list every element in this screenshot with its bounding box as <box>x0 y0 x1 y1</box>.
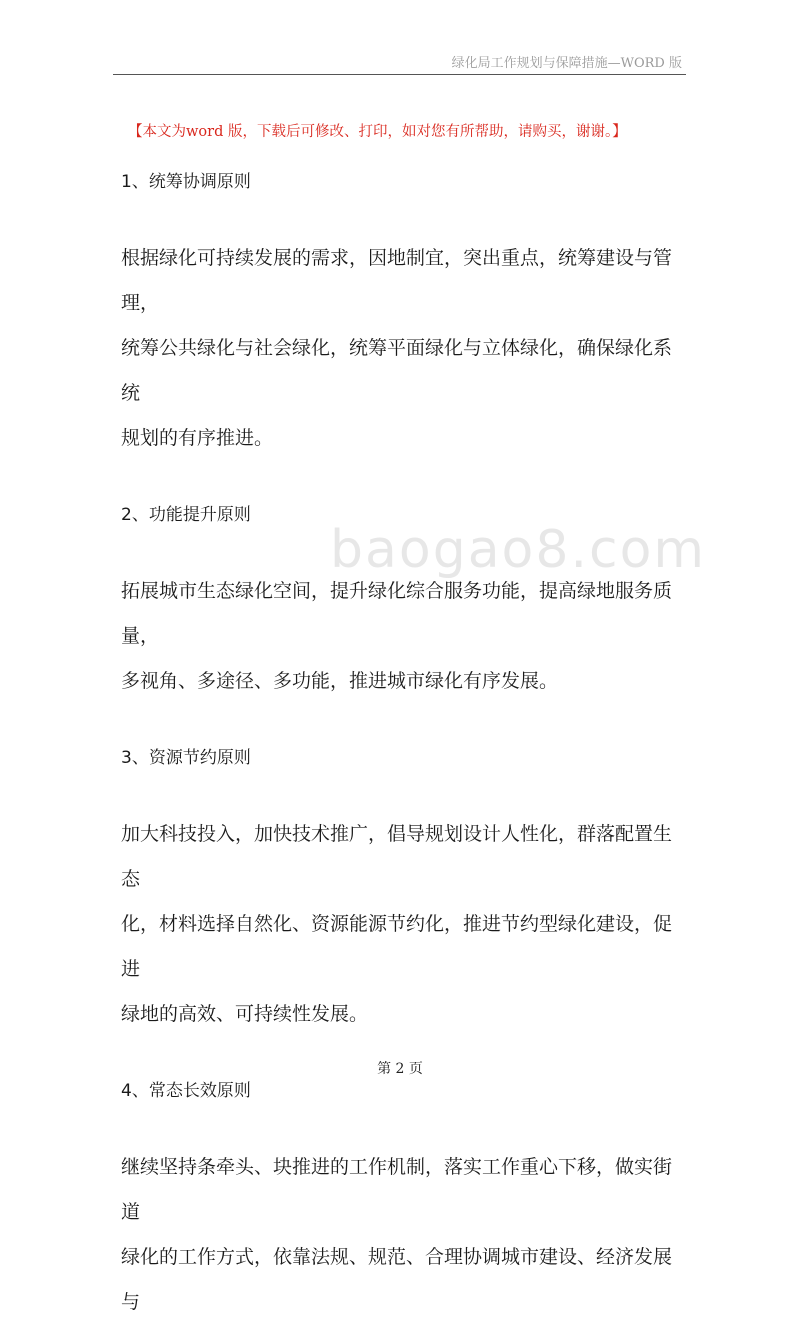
purchase-notice: 【本文为word 版，下载后可修改、打印，如对您有所帮助，请购买，谢谢。】 <box>128 124 627 140</box>
document-body <box>121 160 686 1325</box>
paragraph-line: 化，材料选择自然化、资源能源节约化，推进节约型绿化建设，促进 <box>121 913 673 980</box>
section-heading-4: 4、常态长效原则 <box>121 1081 251 1101</box>
paragraph-line: 规划的有序推进。 <box>121 427 274 449</box>
paragraph-line: 继续坚持条牵头、块推进的工作机制，落实工作重心下移，做实街道 <box>121 1156 673 1223</box>
document-header-title: 绿化局工作规划与保障措施—WORD 版 <box>451 56 682 71</box>
section-paragraph-2 <box>121 569 686 704</box>
section-heading-3: 3、资源节约原则 <box>121 748 251 768</box>
page-number: 第 2 页 <box>377 1061 423 1077</box>
section-paragraph-3 <box>121 812 686 1037</box>
watermark: baogao8.com <box>330 520 707 580</box>
paragraph-line: 根据绿化可持续发展的需求，因地制宜，突出重点，统筹建设与管理， <box>121 247 673 314</box>
section-heading-2: 2、功能提升原则 <box>121 505 251 525</box>
section-heading-1: 1、统筹协调原则 <box>121 172 251 192</box>
paragraph-line: 加大科技投入，加快技术推广，倡导规划设计人性化，群落配置生态 <box>121 823 673 890</box>
paragraph-line: 多视角、多途径、多功能，推进城市绿化有序发展。 <box>121 670 559 692</box>
paragraph-line: 绿地的高效、可持续性发展。 <box>121 1003 369 1025</box>
paragraph-line: 统筹公共绿化与社会绿化，统筹平面绿化与立体绿化，确保绿化系统 <box>121 337 673 404</box>
section-paragraph-4 <box>121 1145 686 1325</box>
paragraph-line: 绿化的工作方式，依靠法规、规范、合理协调城市建设、经济发展与 <box>121 1246 673 1313</box>
header-divider <box>113 74 686 75</box>
section-paragraph-1 <box>121 236 686 461</box>
paragraph-line: 拓展城市生态绿化空间，提升绿化综合服务功能，提高绿地服务质量， <box>121 580 673 647</box>
